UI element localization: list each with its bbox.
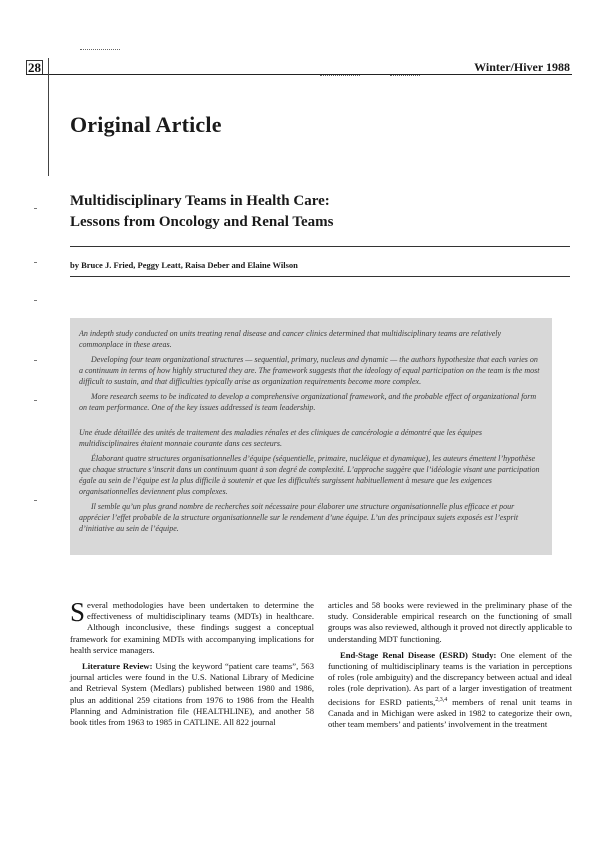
header-rule <box>26 74 572 75</box>
literature-review-text: Using the keyword “patient care teams”, 563 journal articles were found in the U.S. National Library of Medicine and Retrieval System (Medlars) published between 1980 and 1986, plus an additional 259 citations from 1976 to 1986 from the Health Planning and Administration file (HEALTHLINE), and another 58 book titles from 1963 to 1985 in CATLINE. All 822 journal <box>70 661 314 728</box>
abstract-box <box>70 318 552 555</box>
margin-mark <box>34 360 37 361</box>
body-column-right <box>328 600 572 735</box>
abstract-fr-para-2: Élaborant quatre structures organisationnelles d’équipe (séquentielle, primaire, nucléique et dynamique), les auteurs émettent l’hypothèse que chaque structure s’inscrit dans un continuum quant à son degré de complexité. L’approche suggère que l’idéologie visant une participation égale au sein de l’équipe est la plus difficile à soutenir et que les difficultés surgissent habituellement à mesure que les exigences organisationnelles deviennent plus complexes. <box>79 454 540 496</box>
title-rule <box>70 246 570 247</box>
scan-artifact <box>320 75 360 76</box>
scan-artifact <box>390 75 420 76</box>
intro-text: everal methodologies have been undertaken to determine the effectiveness of multidisciplinary teams (MDTs) in healthcare. Although inconclusive, these findings suggest a conceptual framework for examining MDTs with accompanying implications for health service managers. <box>70 600 314 655</box>
page-number: 28 <box>28 60 41 75</box>
esrd-label: End-Stage Renal Disease (ESRD) Study: <box>340 649 497 660</box>
scan-artifact <box>80 49 120 50</box>
margin-mark <box>34 300 37 301</box>
margin-mark <box>34 400 37 401</box>
authors: by Bruce J. Fried, Peggy Leatt, Raisa Deber and Elaine Wilson <box>70 260 298 270</box>
title-line-2: Lessons from Oncology and Renal Teams <box>70 214 334 230</box>
drop-cap: S <box>70 597 86 627</box>
literature-review-label: Literature Review: <box>82 661 153 672</box>
title-line-1: Multidisciplinary Teams in Health Care: <box>70 193 330 209</box>
esrd-text-b: members of renal unit teams in Canada and in Michigan were asked in 1982 to categorize their own, other team members’ and patients’ involvement in the treatment <box>328 696 573 729</box>
abstract-fr-para-3: Il semble qu’un plus grand nombre de recherches soit nécessaire pour élaborer une structure organisationnelle plus efficace et pour apprécier l’effet probable de la structure organisationnelle sur le rendement d’une équipe. L’un des principaux sujets exposés est l’esprit d’initiative au sein de l’équipe. <box>79 502 519 533</box>
margin-mark <box>34 262 37 263</box>
abstract-en-para-3: More research seems to be indicated to develop a comprehensive organizational framework, and the probable effect of organizational form on team performance. One of the key issues addressed is team leadership. <box>79 392 537 412</box>
issue-date: Winter/Hiver 1988 <box>474 60 570 74</box>
body-column-left <box>70 597 314 733</box>
esrd-text-a: One element of the functioning of multidisciplinary teams is the variation in perceptions of roles (role ambiguity) and the discrepancy between actual and ideal roles (role deprivation). As part of a larger investigation of treatment decisions for ESRD patients, <box>328 649 572 707</box>
citation-superscript: 2,3,4 <box>435 696 448 703</box>
article-title <box>70 191 550 233</box>
margin-mark <box>34 208 37 209</box>
intro-paragraph <box>70 597 314 656</box>
literature-review-paragraph <box>70 661 314 728</box>
margin-mark <box>34 500 37 501</box>
article-type: Original Article <box>70 112 222 137</box>
authors-rule <box>70 276 570 277</box>
abstract-en-para-2: Developing four team organizational structures — sequential, primary, nucleus and dynamic — the authors hypothesize that each varies on a continuum in terms of how highly structured they are. The framework suggests that the ideology of equal participation on the team is the most difficult to sustain, and that difficulties typically arise as organization requirements become more complex. <box>79 355 540 386</box>
margin-rule <box>48 58 49 176</box>
abstract-fr-para-1: Une étude détaillée des unités de traitement des maladies rénales et des cliniques de cancérologie a démontré que les équipes multidisciplinaires étaient monnaie courante dans ces secteurs. <box>79 428 482 448</box>
abstract-en-para-1: An indepth study conducted on units treating renal disease and cancer clinics determined that multidisciplinary teams are relatively commonplace in these areas. <box>79 329 502 349</box>
abstract-separator <box>79 417 543 427</box>
continuation-paragraph: articles and 58 books were reviewed in the preliminary phase of the study. Considerable empirical research on the functioning of small groups was also reviewed, although it proved not directly applicable to understanding MDT functioning. <box>328 600 572 644</box>
esrd-paragraph <box>328 650 572 730</box>
